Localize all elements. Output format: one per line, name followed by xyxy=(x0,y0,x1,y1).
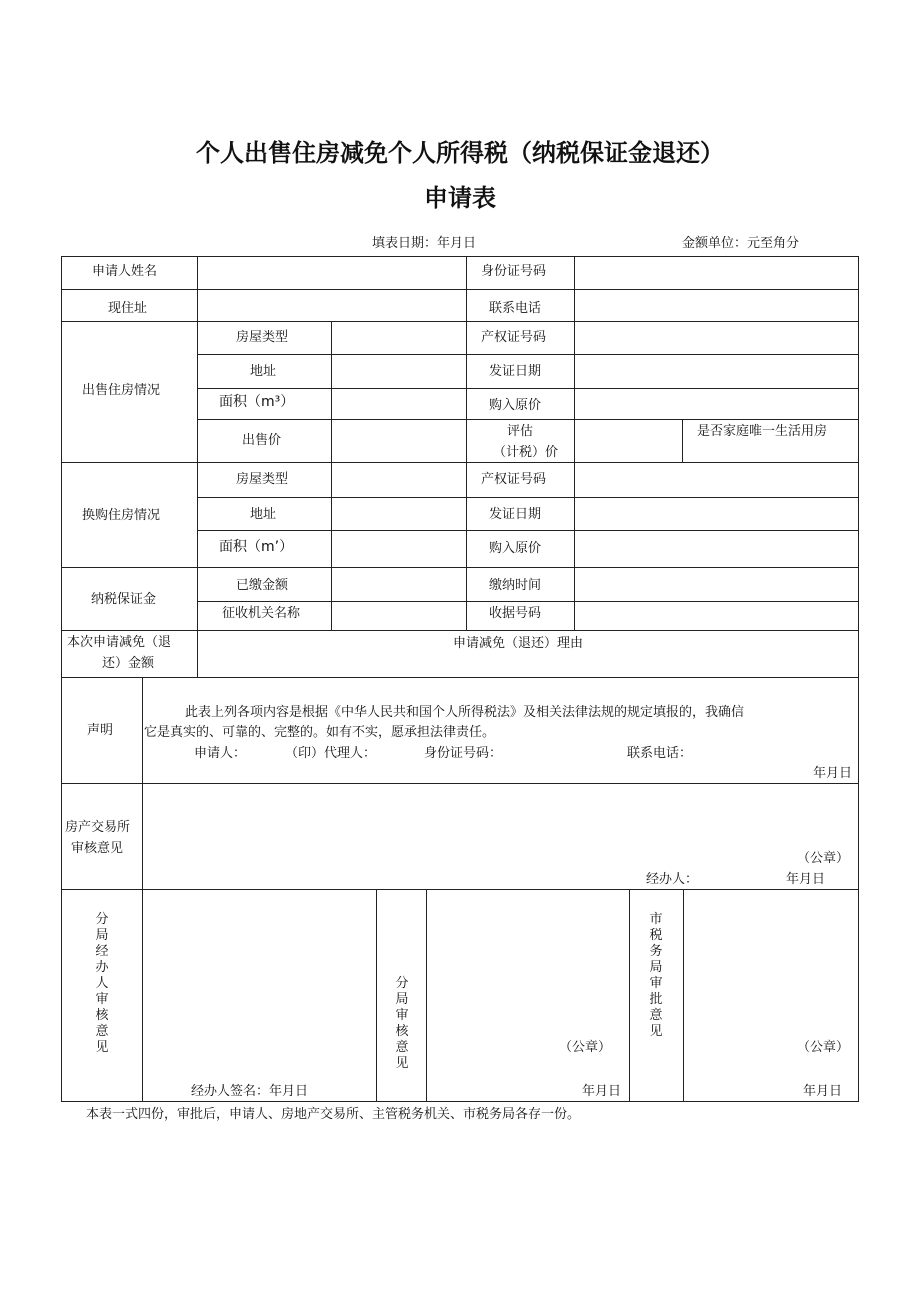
exchange-review-label-1: 房产交易所 xyxy=(65,820,131,835)
phone-label: 联系电话 xyxy=(489,301,542,316)
refund-reason-label: 申请减免（退还）理由 xyxy=(453,636,584,651)
bought-orig-price-label: 购入原价 xyxy=(489,541,542,556)
declaration-text-1: 此表上列各项内容是根据《中华人民共和国个人所得税法》及相关法律法规的规定填报的，我确信 xyxy=(185,705,745,720)
sold-house-label: 出售住房情况 xyxy=(82,383,161,398)
branch-date: 年月日 xyxy=(582,1084,622,1099)
exchange-review-label-2: 审核意见 xyxy=(71,841,124,856)
bought-area-label: 面积（m’） xyxy=(219,539,294,555)
sold-area-label: 面积（m³） xyxy=(219,394,295,410)
eval-price-label-2: （计税）价 xyxy=(493,445,559,460)
exchange-handler: 经办人： xyxy=(646,872,699,887)
sold-addr-label: 地址 xyxy=(250,364,277,379)
sold-issue-date-label: 发证日期 xyxy=(489,364,542,379)
id-number-label: 身份证号码 xyxy=(481,264,547,279)
refund-amount-label-1: 本次申请减免（退 xyxy=(67,635,172,650)
city-bureau-opinion-label: 市税务局审批意见 xyxy=(649,912,663,1039)
fill-date: 填表日期：年月日 xyxy=(372,236,477,251)
branch-handler-opinion-label: 分局经办人审核意见 xyxy=(95,912,109,1055)
applicant-name-label: 申请人姓名 xyxy=(92,264,158,279)
sold-house-type-label: 房屋类型 xyxy=(236,330,289,345)
amount-unit: 金额单位：元至角分 xyxy=(682,236,800,251)
declaration-applicant: 申请人： xyxy=(194,746,247,761)
city-date: 年月日 xyxy=(803,1084,843,1099)
declaration-phone: 联系电话： xyxy=(627,746,693,761)
declaration-date: 年月日 xyxy=(813,766,853,781)
exchange-date: 年月日 xyxy=(786,872,826,887)
eval-price-label-1: 评估 xyxy=(507,424,534,439)
branch-seal: （公章） xyxy=(559,1040,612,1055)
footer-note: 本表一式四份，审批后，申请人、房地产交易所、主管税务机关、市税务局各存一份。 xyxy=(86,1107,581,1122)
branch-opinion-label: 分局审核意见 xyxy=(395,976,409,1071)
sale-price-label: 出售价 xyxy=(242,433,282,448)
tax-deposit-label: 纳税保证金 xyxy=(91,592,157,607)
sold-cert-no-label: 产权证号码 xyxy=(481,330,547,345)
bought-issue-date-label: 发证日期 xyxy=(489,507,542,522)
declaration-text-2: 它是真实的、可靠的、完整的。如有不实，愿承担法律责任。 xyxy=(144,725,496,740)
exchange-seal: （公章） xyxy=(797,851,850,866)
bought-house-label: 换购住房情况 xyxy=(82,508,161,523)
declaration-label: 声明 xyxy=(87,723,114,738)
sole-home-label: 是否家庭唯一生活用房 xyxy=(697,424,828,439)
pay-time-label: 缴纳时间 xyxy=(489,578,542,593)
address-label: 现住址 xyxy=(108,301,148,316)
agency-name-label: 征收机关名称 xyxy=(222,606,301,621)
handler-signature: 经办人签名：年月日 xyxy=(191,1084,309,1099)
sold-orig-price-label: 购入原价 xyxy=(489,398,542,413)
declaration-id-no: 身份证号码： xyxy=(424,746,503,761)
city-seal: （公章） xyxy=(797,1040,850,1055)
bought-cert-no-label: 产权证号码 xyxy=(481,472,547,487)
receipt-no-label: 收据号码 xyxy=(489,606,542,621)
form-title: 个人出售住房减免个人所得税（纳税保证金退还） xyxy=(196,139,724,167)
declaration-seal-agent: （印）代理人： xyxy=(285,746,377,761)
paid-amount-label: 已缴金额 xyxy=(236,578,289,593)
bought-addr-label: 地址 xyxy=(250,507,277,522)
form-subtitle: 申请表 xyxy=(424,184,496,212)
refund-amount-label-2: 还）金额 xyxy=(102,656,155,671)
bought-house-type-label: 房屋类型 xyxy=(236,472,289,487)
